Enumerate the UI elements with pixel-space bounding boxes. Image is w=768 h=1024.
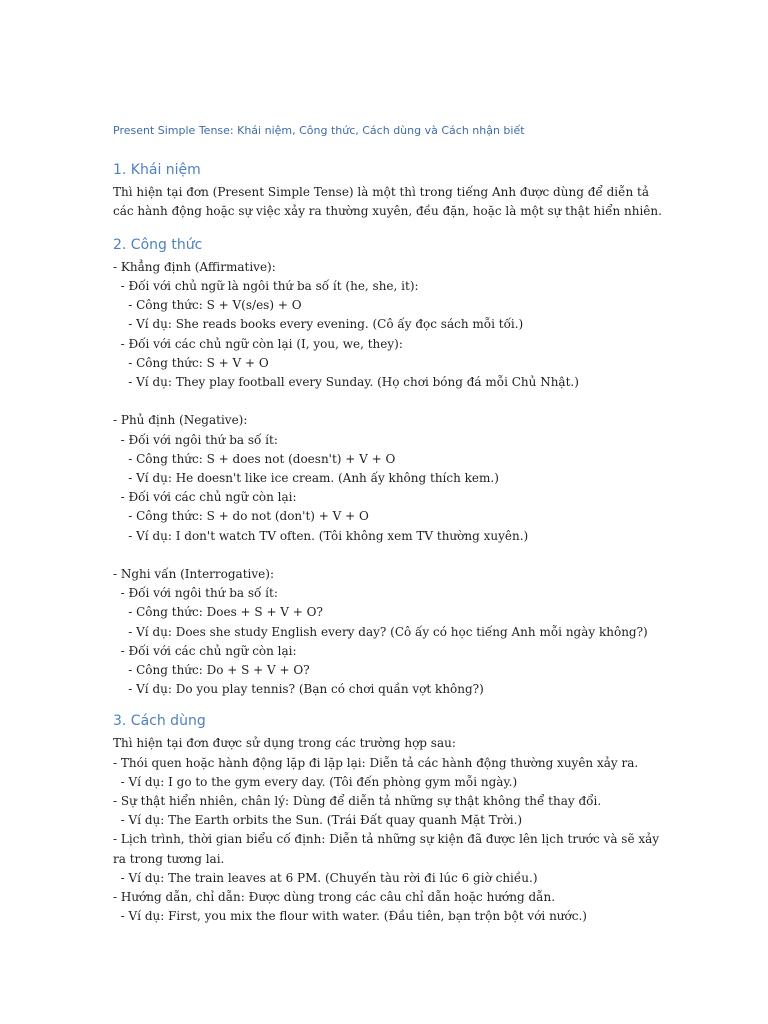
paragraph-line: Thì hiện tại đơn (Present Simple Tense) là một thì trong tiếng Anh được dùng để diễn tả [113, 185, 649, 199]
list-line: - Ví dụ: Does she study English every day? (Cô ấy có học tiếng Anh mỗi ngày không?) [113, 624, 648, 639]
list-line: - Ví dụ: The train leaves at 6 PM. (Chuyến tàu rời đi lúc 6 giờ chiều.) [113, 870, 538, 885]
section-heading: 2. Công thức [113, 236, 203, 253]
list-line: - Công thức: S + V + O [113, 355, 269, 370]
list-line: - Đối với các chủ ngữ còn lại (I, you, we, they): [113, 336, 403, 351]
section-concept [113, 162, 673, 222]
list-line: - Khẳng định (Affirmative): [113, 259, 276, 274]
list-line: - Ví dụ: They play football every Sunday. (Họ chơi bóng đá mỗi Chủ Nhật.) [113, 375, 579, 390]
list-line: - Thói quen hoặc hành động lặp đi lặp lại: Diễn tả các hành động thường xuyên xảy ra. [113, 755, 639, 770]
list-line: - Ví dụ: First, you mix the flour with water. (Đầu tiên, bạn trộn bột với nước.) [113, 909, 587, 924]
section-usage [113, 713, 673, 926]
list-line: - Hướng dẫn, chỉ dẫn: Được dùng trong các câu chỉ dẫn hoặc hướng dẫn. [113, 890, 556, 905]
blank-line [113, 546, 673, 565]
list-line: - Ví dụ: I don't watch TV often. (Tôi không xem TV thường xuyên.) [113, 528, 529, 543]
list-line: - Ví dụ: He doesn't like ice cream. (Anh ấy không thích kem.) [113, 471, 499, 486]
list-line: - Ví dụ: Do you play tennis? (Bạn có chơi quần vợt không?) [113, 682, 484, 697]
list-line: - Ví dụ: I go to the gym every day. (Tôi đến phòng gym mỗi ngày.) [113, 774, 518, 789]
list-line: - Nghi vấn (Interrogative): [113, 567, 274, 582]
paragraph-line: các hành động hoặc sự việc xảy ra thường xuyên, đều đặn, hoặc là một sự thật hiển nhiên. [113, 204, 662, 219]
list-line: - Công thức: S + V(s/es) + O [113, 298, 302, 313]
list-line: - Đối với các chủ ngữ còn lại: [113, 490, 297, 505]
document-title: Present Simple Tense: Khái niệm, Công thức, Cách dùng và Cách nhận biết [113, 124, 525, 137]
blank-line [113, 392, 673, 411]
list-line: - Ví dụ: The Earth orbits the Sun. (Trái Đất quay quanh Mặt Trời.) [113, 813, 523, 828]
list-line: - Công thức: Do + S + V + O? [113, 663, 310, 678]
list-line: - Ví dụ: She reads books every evening. (Cô ấy đọc sách mỗi tối.) [113, 317, 524, 332]
list-line: Thì hiện tại đơn được sử dụng trong các trường hợp sau: [113, 736, 456, 751]
list-line: - Công thức: S + does not (doesn't) + V + O [113, 451, 396, 466]
list-line: ra trong tương lai. [113, 851, 225, 866]
list-line: - Công thức: Does + S + V + O? [113, 605, 323, 620]
section-heading: 3. Cách dùng [113, 713, 206, 730]
list-line: - Đối với các chủ ngữ còn lại: [113, 643, 297, 658]
list-line: - Công thức: S + do not (don't) + V + O [113, 509, 369, 524]
list-line: - Đối với ngôi thứ ba số ít: [113, 586, 278, 601]
list-line: - Phủ định (Negative): [113, 413, 248, 428]
section-formula [113, 237, 673, 700]
list-line: - Sự thật hiển nhiên, chân lý: Dùng để diễn tả những sự thật không thể thay đổi. [113, 794, 602, 809]
section-heading: 1. Khái niệm [113, 162, 201, 178]
list-line: - Đối với ngôi thứ ba số ít: [113, 432, 278, 447]
list-line: - Lịch trình, thời gian biểu cố định: Diễn tả những sự kiện đã được lên lịch trước và sẽ xảy [113, 832, 660, 847]
list-line: - Đối với chủ ngữ là ngôi thứ ba số ít (he, she, it): [113, 279, 419, 294]
document-content [113, 124, 673, 926]
